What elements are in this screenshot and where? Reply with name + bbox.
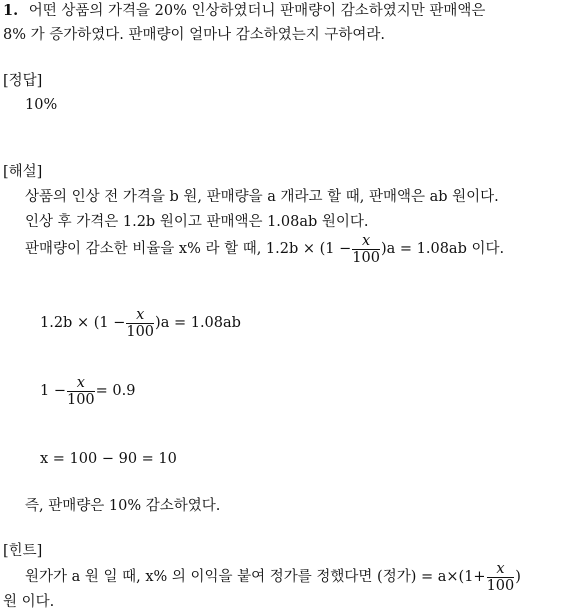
equation-3: x = 100 − 90 = 10	[40, 451, 177, 467]
problem-statement-line-2: 8% 가 증가하였다. 판매량이 얼마나 감소하였는지 구하여라.	[3, 27, 386, 43]
solution-line-2: 인상 후 가격은 1.2b 원이고 판매액은 1.08ab 원이다.	[25, 214, 369, 230]
equation-1-fraction	[126, 307, 154, 340]
fraction-numerator: x	[126, 307, 154, 324]
hint-fraction	[487, 561, 515, 594]
equation-1-post: )a = 1.08ab	[155, 315, 241, 331]
answer-label: [정답]	[3, 73, 43, 89]
fraction-x-over-100	[352, 233, 380, 266]
fraction-numerator: x	[67, 375, 95, 392]
hint-label: [힌트]	[3, 543, 43, 559]
answer-value: 10%	[25, 97, 58, 113]
equation-2-post: = 0.9	[95, 383, 136, 399]
solution-line-1: 상품의 인상 전 가격을 b 원, 판매량을 a 개라고 할 때, 판매액은 ab 원이다.	[25, 189, 499, 205]
fraction-denominator: 100	[126, 323, 155, 340]
solution-line-3-pre: 판매량이 감소한 비율을 x% 라 할 때, 1.2b × (1 −	[25, 241, 352, 257]
problem-text-1: 어떤 상품의 가격을 20% 인상하였더니 판매량이 감소하였지만 판매액은	[28, 3, 486, 19]
equation-2	[40, 374, 136, 408]
solution-conclusion: 즉, 판매량은 10% 감소하였다.	[25, 498, 221, 514]
equation-2-pre: 1 −	[40, 383, 66, 399]
fraction-numerator: x	[487, 561, 515, 578]
equation-2-fraction	[67, 375, 95, 408]
hint-line-1-post: )	[515, 569, 521, 585]
fraction-denominator: 100	[352, 249, 380, 266]
solution-label: [해설]	[3, 164, 43, 180]
problem-number: 1.	[3, 2, 19, 19]
equation-1-pre: 1.2b × (1 −	[40, 315, 126, 331]
solution-line-3	[25, 232, 504, 266]
hint-line-1-pre: 원가가 a 원 일 때, x% 의 이익을 붙여 정가를 정했다면 (정가) = a×(1+	[25, 569, 486, 585]
hint-line-1	[25, 560, 521, 594]
equation-1	[40, 306, 241, 340]
fraction-denominator: 100	[486, 577, 515, 594]
problem-statement-line-1	[3, 2, 485, 20]
fraction-numerator: x	[352, 233, 380, 250]
solution-line-3-post: )a = 1.08ab 이다.	[380, 241, 505, 257]
hint-line-2: 원 이다.	[3, 594, 55, 610]
fraction-denominator: 100	[66, 391, 95, 408]
